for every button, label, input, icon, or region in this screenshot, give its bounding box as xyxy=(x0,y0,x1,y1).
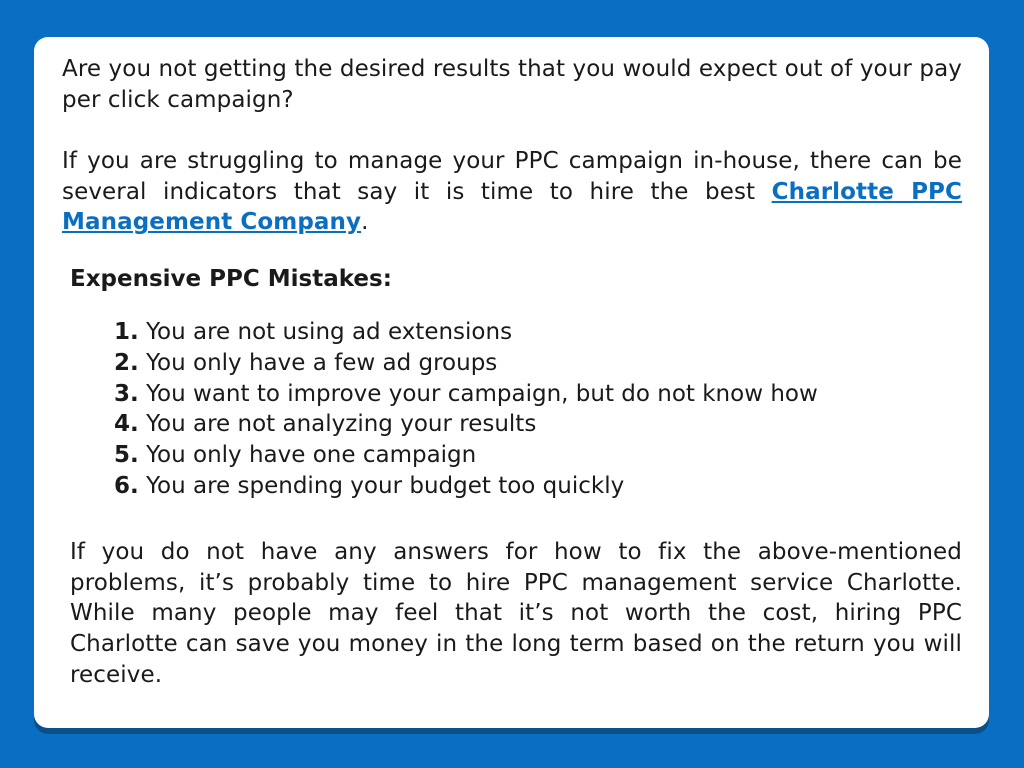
conclusion-paragraph: If you do not have any answers for how to fix the above-mentioned problems, it’s probably time to hire PPC management service Charlotte. While many people may feel that it’s not worth the cost, hiring PPC Charlotte can save you money in the long term based on the return you will receive. xyxy=(70,539,962,688)
list-item xyxy=(114,471,818,502)
item-number: 6. xyxy=(114,472,139,499)
list-item xyxy=(114,409,818,440)
list-item xyxy=(114,317,818,348)
list-item xyxy=(114,348,818,379)
intro-struggle-paragraph xyxy=(62,146,962,238)
list-item xyxy=(114,379,818,410)
item-number: 3. xyxy=(114,380,139,407)
mistakes-heading: Expensive PPC Mistakes: xyxy=(70,266,392,292)
mistakes-list xyxy=(114,317,818,502)
content-card xyxy=(34,37,989,728)
item-number: 5. xyxy=(114,442,139,469)
item-number: 1. xyxy=(114,319,139,345)
item-number: 2. xyxy=(114,349,139,376)
item-text: You only have one campaign xyxy=(146,442,477,469)
intro-question: Are you not getting the desired results that you would expect out of your pay per click campaign? xyxy=(62,56,962,113)
item-text: You are not analyzing your results xyxy=(146,411,537,438)
item-text: You only have a few ad groups xyxy=(146,349,498,376)
list-item xyxy=(114,440,818,471)
item-text: You want to improve your campaign, but do not know how xyxy=(146,380,818,407)
item-text: You are not using ad extensions xyxy=(146,319,513,345)
item-number: 4. xyxy=(114,411,139,438)
struggle-text: If you are struggling to manage your PPC campaign in-house, there can be several indicators that say it is time to hire the best xyxy=(62,148,962,205)
charlotte-ppc-link[interactable]: Charlotte PPC Management Company xyxy=(62,178,962,236)
item-text: You are spending your budget too quickly xyxy=(146,472,625,499)
link-trailing-period: . xyxy=(361,209,369,236)
